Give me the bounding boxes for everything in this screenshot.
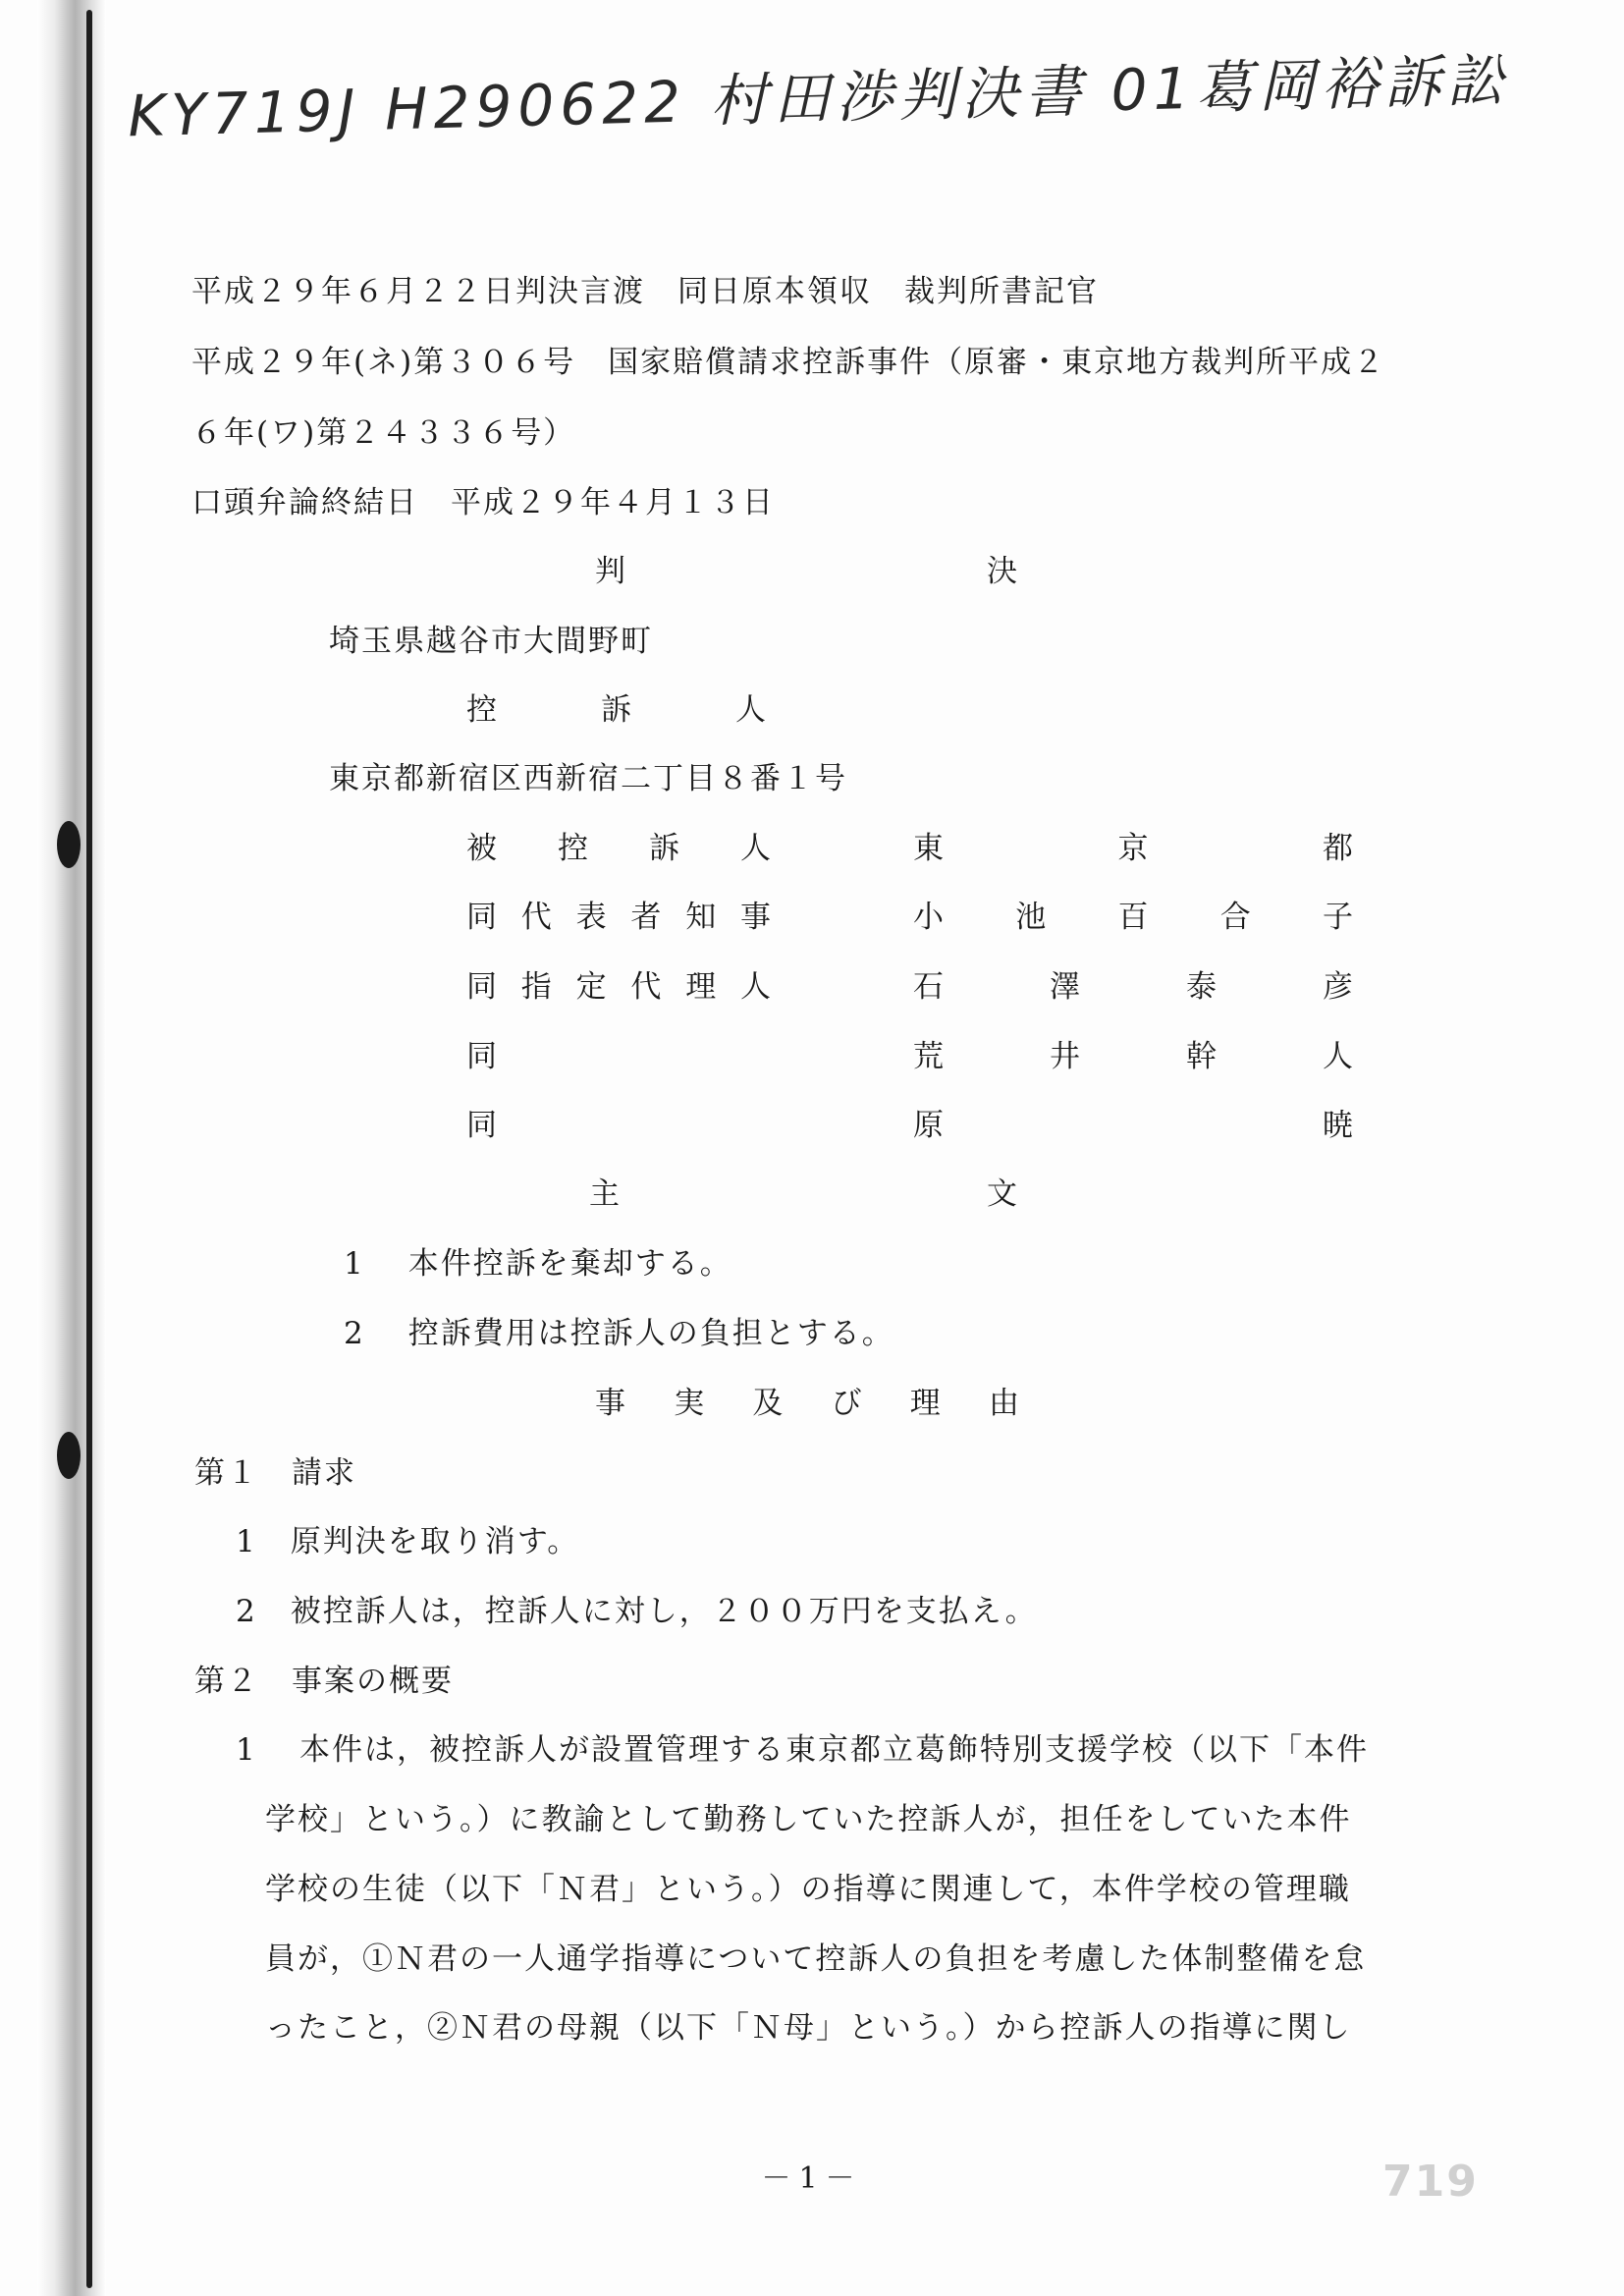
paragraph-number: 1 xyxy=(236,1732,257,1768)
party-name: 石 澤 泰 彦 xyxy=(913,969,1353,1005)
heading-char: 決 xyxy=(987,554,1017,589)
header-line-3: ６年(ワ)第２４３３６号） xyxy=(191,415,576,451)
party-role: 被 控 訴 人 xyxy=(466,831,771,866)
party-role: 同 指 定 代 理 人 xyxy=(466,969,771,1005)
paragraph-line: 本件は，被控訴人が設置管理する東京都立葛飾特別支援学校（以下「本件 xyxy=(299,1732,1369,1768)
appellant-role: 控 訴 人 xyxy=(466,692,766,728)
section-item: 1 原判決を取り消す。 xyxy=(236,1524,580,1559)
header-line-4: 口頭弁論終結日 平成２９年４月１３日 xyxy=(191,485,775,520)
party-role: 同 代 表 者 知 事 xyxy=(466,900,771,935)
party-role: 同 xyxy=(466,1108,497,1143)
party-role: 同 xyxy=(466,1039,497,1074)
appellant-address: 埼玉県越谷市大間野町 xyxy=(329,624,653,659)
heading-main-text: 主 文 xyxy=(589,1176,1017,1212)
punch-hole xyxy=(57,1432,81,1479)
party-name: 荒 井 幹 人 xyxy=(913,1039,1353,1074)
heading-facts: 事 実 及 び 理 由 xyxy=(595,1386,1019,1421)
heading-char: 判 xyxy=(595,554,625,589)
paragraph-line: 員が，①Ｎ君の一人通学指導について控訴人の負担を考慮した体制整備を怠 xyxy=(265,1941,1367,1977)
heading-judgment xyxy=(595,554,1017,589)
punch-hole xyxy=(57,821,81,868)
main-text-item: 1 本件控訴を棄却する。 xyxy=(344,1246,732,1282)
paragraph-line: ったこと，②Ｎ君の母親（以下「Ｎ母」という。）から控訴人の指導に関し xyxy=(265,2010,1352,2046)
header-line-1: 平成２９年６月２２日判決言渡 同日原本領収 裁判所書記官 xyxy=(191,274,1099,309)
paragraph-line: 学校の生徒（以下「Ｎ君」という。）の指導に関連して，本件学校の管理職 xyxy=(265,1872,1351,1907)
party-name: 原 暁 xyxy=(913,1108,1353,1143)
section-title: 第２ 事案の概要 xyxy=(194,1664,454,1699)
paragraph-line: 学校」という。）に教諭として勤務していた控訴人が，担任をしていた本件 xyxy=(265,1802,1352,1837)
main-text-item: 2 控訴費用は控訴人の負担とする。 xyxy=(344,1316,894,1351)
page-number: －1－ xyxy=(761,2161,863,2196)
party-name: 東 京 都 xyxy=(913,831,1353,866)
appellee-address: 東京都新宿区西新宿二丁目８番１号 xyxy=(329,761,847,796)
party-name: 小 池 百 合 子 xyxy=(913,900,1353,935)
binding-edge xyxy=(86,10,92,2288)
header-line-2: 平成２９年(ネ)第３０６号 国家賠償請求控訴事件（原審・東京地方裁判所平成２ xyxy=(191,345,1386,380)
handwritten-header: KY719J H290622 村田渉判決書 01葛岡裕訴訟 xyxy=(127,46,1511,150)
section-item: 2 被控訴人は，控訴人に対し，２００万円を支払え。 xyxy=(236,1594,1038,1629)
binding-shadow xyxy=(37,0,106,2296)
section-title: 第１ 請求 xyxy=(194,1455,356,1491)
page-stamp: 719 xyxy=(1382,2157,1479,2207)
